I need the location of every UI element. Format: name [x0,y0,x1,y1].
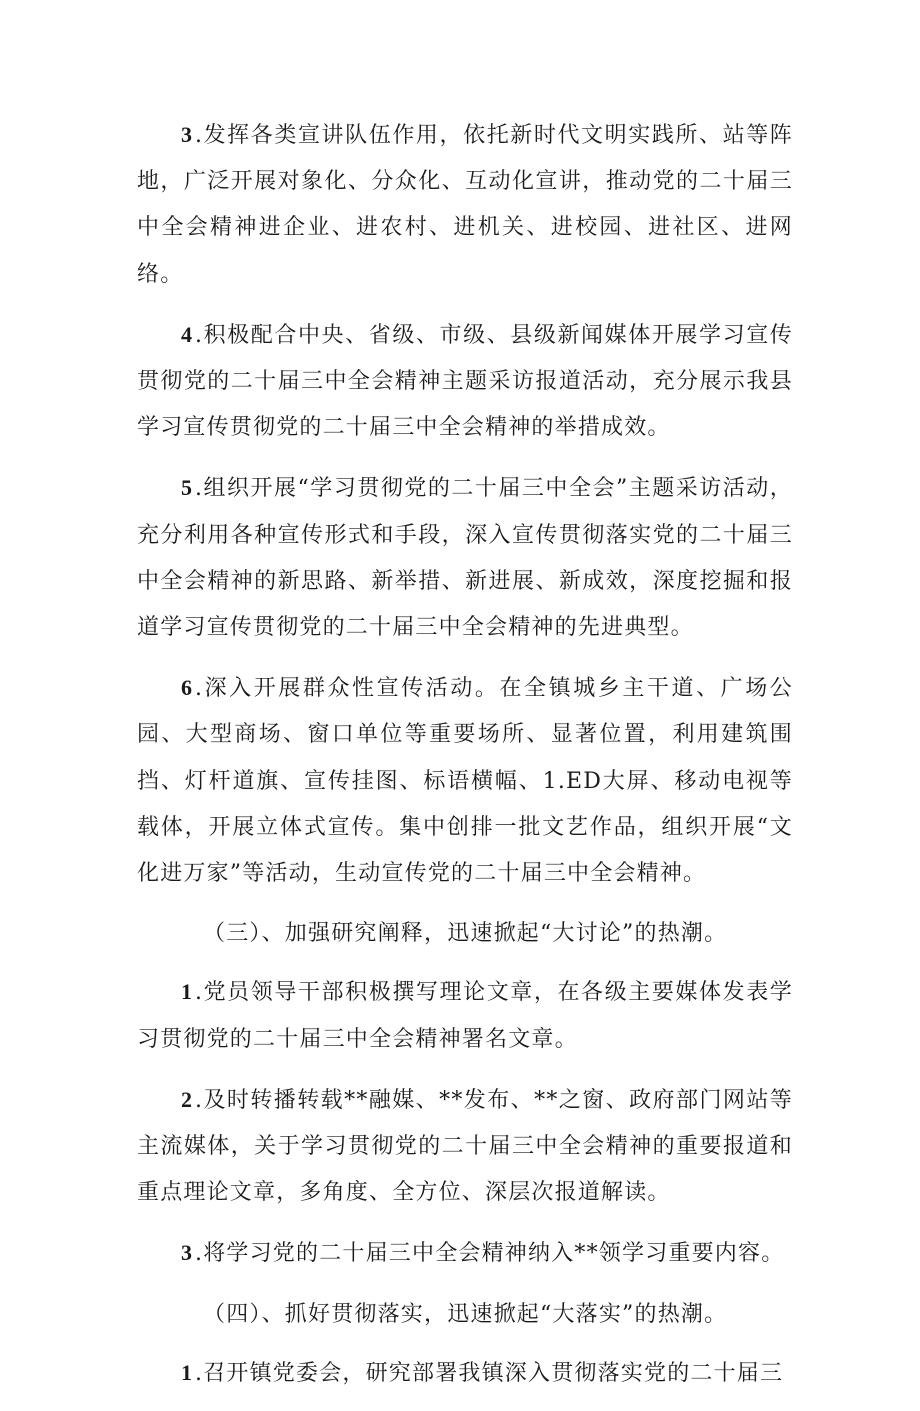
item-number: 3 [181,1240,195,1266]
section3-item-2 [137,1077,793,1217]
paragraph-text: .党员领导干部积极撰写理论文章，在各级主要媒体发表学习贯彻党的二十届三中全会精神署名文章。 [137,980,793,1052]
item-number: 6 [181,675,195,701]
paragraph-item-3 [137,112,793,298]
item-number: 2 [181,1086,195,1112]
item-number: 1 [181,1359,195,1385]
section4-item-1 [137,1350,793,1397]
paragraph-text: .及时转播转载**融媒、**发布、**之窗、政府部门网站等主流媒体，关于学习贯彻党的二十届三中全会精神的重要报道和重点理论文章，多角度、全方位、深层次报道解读。 [137,1087,793,1206]
document-body [137,112,793,1411]
paragraph-item-6 [137,665,793,897]
item-number: 4 [181,321,195,347]
paragraph-text: .将学习党的二十届三中全会精神纳入**领学习重要内容。 [195,1241,785,1267]
item-number: 1 [181,979,195,1005]
section-heading-4: （四）、抓好贯彻落实，迅速掀起“大落实”的热潮。 [203,1301,728,1327]
paragraph-text: .积极配合中央、省级、市级、县级新闻媒体开展学习宣传贯彻党的二十届三中全会精神主题采访报道活动，充分展示我县学习宣传贯彻党的二十届三中全会精神的举措成效。 [137,322,793,441]
section3-item-1 [137,969,793,1062]
item-number: 5 [181,475,195,501]
paragraph-item-5 [137,465,793,651]
paragraph-item-4 [137,312,793,452]
section3-item-3 [137,1230,793,1277]
paragraph-text: .发挥各类宣讲队伍作用，依托新时代文明实践所、站等阵地，广泛开展对象化、分众化、互动化宣讲，推动党的二十届三中全会精神进企业、进农村、进机关、进校园、进社区、进网络。 [137,123,793,287]
paragraph-text: .召开镇党委会，研究部署我镇深入贯彻落实党的二十届三 [195,1360,784,1386]
paragraph-text: .组织开展“学习贯彻党的二十届三中全会”主题采访活动，充分利用各种宣传形式和手段，深入宣传贯彻落实党的二十届三中全会精神的新思路、新举措、新进展、新成效，深度挖掘和报道学习宣传贯彻党的二十届三中全会精神的先进典型。 [137,476,793,641]
item-number: 3 [181,122,195,147]
section-heading-3: （三）、加强研究阐释，迅速掀起“大讨论”的热潮。 [203,921,728,947]
paragraph-text: .深入开展群众性宣传活动。在全镇城乡主干道、广场公园、大型商场、窗口单位等重要场所、显著位置，利用建筑围挡、灯杆道旗、宣传挂图、标语横幅、1.ED大屏、移动电视等载体，开展立体式宣传。集中创排一批文艺作品，组织开展“文化进万家”等活动，生动宣传党的二十届三中全会精神。 [137,676,793,887]
